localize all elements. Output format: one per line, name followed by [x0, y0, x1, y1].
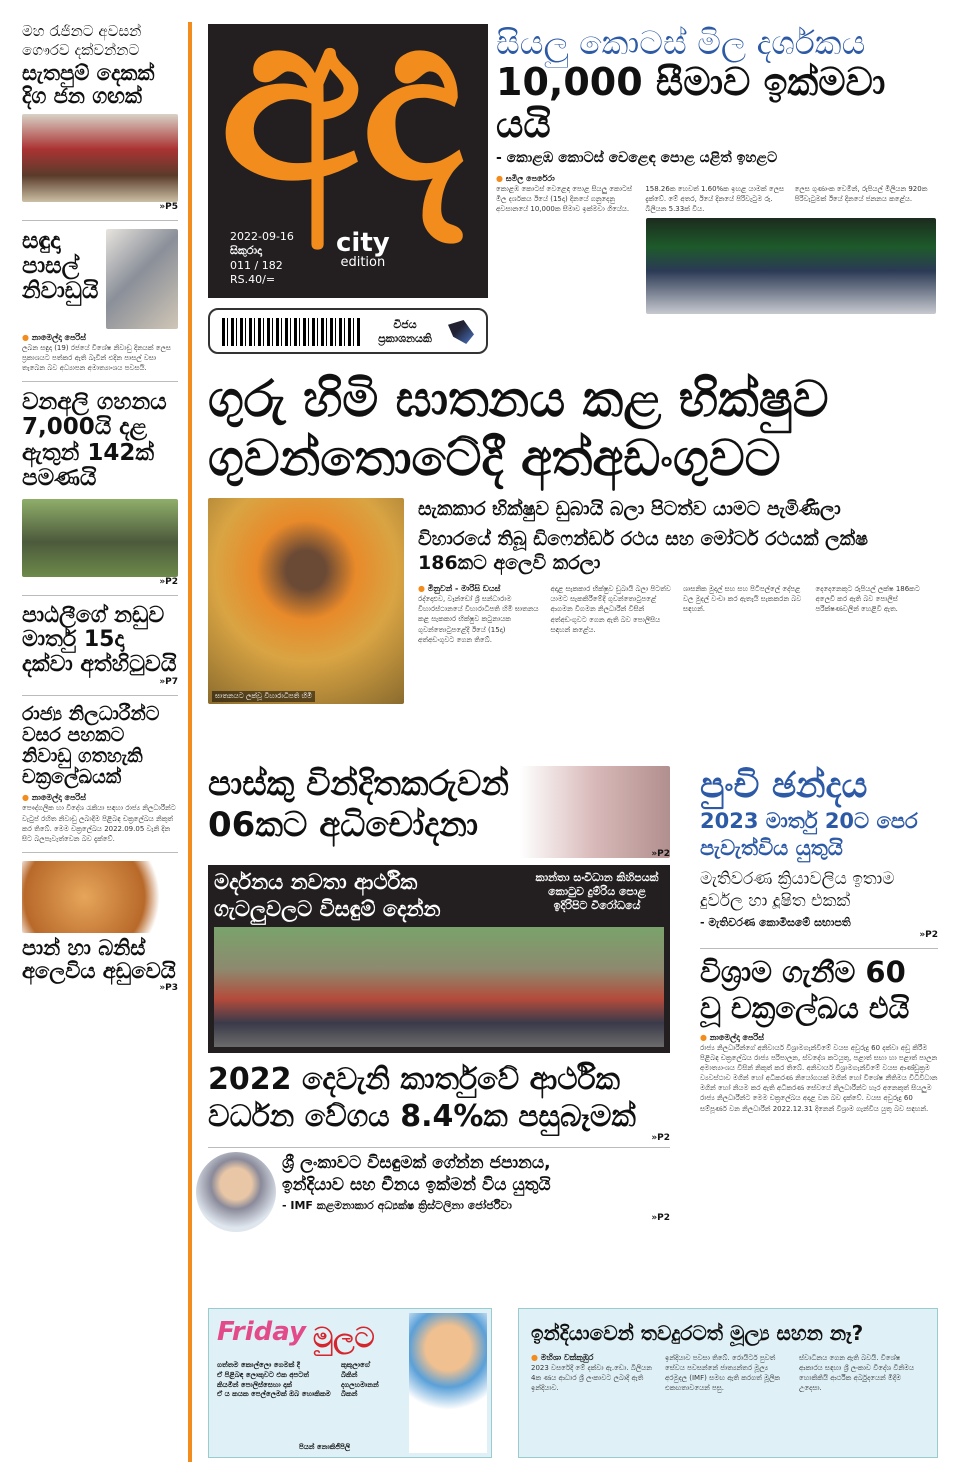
divider	[22, 695, 178, 696]
barcode	[222, 318, 362, 346]
top-story-body	[496, 184, 936, 214]
byline: ● නාමෙල්දා පෙරිස්	[22, 793, 178, 803]
story-title[interactable]: 2022 දෙවැනි කාර්තුවේ ආර්ථික	[208, 1061, 621, 1097]
stock-exchange-photo	[646, 218, 936, 314]
divider	[700, 948, 938, 949]
story-title[interactable]: පාස්කු වින්දිතකරුවන්	[208, 764, 509, 804]
story-title[interactable]: සැතපුම් දෙකක් දිග ජන ගඟක්	[22, 60, 155, 108]
story-title[interactable]: ශ්‍රී ලංකාවට විසඳුමක් ගේන්න ජපානය,	[282, 1152, 551, 1173]
edition-city: city	[336, 228, 390, 258]
byline: ● මහිශා වක්කුඹුර	[531, 1353, 657, 1363]
story-body: පෞද්ගලික හා විදේශ රැකියා සඳහා රාජ්‍ය නිලධාරීන්ට වැටුප් රහිත නිවාඩු ලබාදීම පිළිබඳ චක්‍රලේඛය නිකුත් කර තිබේ. මෙම චක්‍රලේඛය 2022.09.05 වැනි දින සිට බලපැවැත්වෙන බව දැක්වේ.	[22, 804, 176, 843]
lead-story	[208, 372, 938, 704]
page-ref[interactable]: »P3	[159, 983, 178, 994]
protest-box	[208, 865, 670, 1053]
story-body: ශාසනික මුදල් සහ සහ පිටිපල්ලේ දේපළ වල මුදල් වංචා කර ඇතැයි සැකකරන බව සඳහන්.	[683, 585, 802, 614]
friday-brand: Friday	[217, 1317, 306, 1347]
story-title[interactable]: රාජ්‍ය නිලධාරීන්ට වසර පහකට නිවාඩු ගතහැකි චක්‍රලේඛයක්	[22, 702, 160, 788]
story-title[interactable]: සඳුදා පාසල් නිවාඩුයි	[22, 227, 99, 305]
friday-mulata-box	[208, 1308, 492, 1458]
story-title[interactable]: විශ්‍රාම ගැනීම 60	[700, 954, 906, 989]
lead-body	[418, 584, 938, 645]
story-subtitle: - කොළඹ කොටස් වෙළෙඳ පොළ යළිත් ඉහළට	[496, 149, 778, 166]
story-title[interactable]: ඉන්දියාව සහ චීනය ඉක්මන් විය යුතුයි	[282, 1175, 551, 1196]
publisher-label: විජය ප්‍රකාශනයකි	[378, 318, 432, 345]
issue-date: 2022-09-16	[230, 230, 294, 243]
story-title[interactable]: ගැටලුවලට විසඳුම් දෙන්න	[214, 896, 441, 921]
divider	[22, 595, 178, 596]
story-body: දෙදෙනෙකුට රුපියල් ලක්ෂ 186කට අලෙවි කර ඇති බව පොලිස් පරීක්ෂණවලින් හෙළිවී ඇත.	[815, 585, 920, 614]
verse-line: බිකන්	[341, 1390, 358, 1399]
story-body: 2023 වසරේදී මේ දක්වා ඇ.ඩො. බිලියන 4ක ණය ආධාර ශ්‍රී ලංකාවට ලබාදී ඇති ඉන්දියාව.	[531, 1364, 652, 1393]
bread-photo	[22, 861, 178, 933]
top-story	[496, 24, 936, 314]
story-body: ඉන්දියාව පවසා තිබේ. රොයිටර් පුවත් සේවය පවසන්නේ ජාත්‍යන්තර මූල්‍ය අරමුදල (IMF) සමඟ ඇති කරගත් මූලික එකඟතාවයෙන් පසු.	[665, 1354, 781, 1393]
lead-headline-line1[interactable]: ගුරු හිමි ඝාතනය කළ භික්ෂුව	[208, 370, 829, 428]
byline: ● නාමෙල්දා පෙරිස්	[700, 1033, 938, 1043]
story-title[interactable]: වර්ධන වේගය 8.4%ක පසුබෑමක්	[208, 1098, 636, 1134]
divider	[22, 852, 178, 853]
right-column	[700, 766, 938, 1114]
queen-funeral-photo	[22, 114, 178, 202]
publisher-logo-icon	[448, 320, 474, 344]
story-title[interactable]: පාඨලීගේ නඩුව මාර්තු 15දා දක්වා අත්හිටුවයි	[22, 603, 177, 677]
photo-caption: ඝාතනයට ලක්වූ විහාරාධිපති හිමි	[212, 691, 315, 702]
issue-info	[230, 230, 294, 287]
verse-line: ගත්තම කොල්ලො ගෙමක් දී	[217, 1361, 300, 1369]
story-kicker: මහ රැජිනට අවසන් ගෞරව දක්වන්නට	[22, 22, 142, 59]
quote-source: - මැතිවරණ කොමිසමේ සභාපති	[700, 915, 851, 929]
page-ref[interactable]: »P2	[159, 577, 178, 588]
monk-photo	[208, 498, 404, 704]
story-quote: මැතිවරණ ක්‍රියාවලිය ඉතාම දුර්වල හා දූෂිත එකක්	[700, 868, 895, 911]
left-column	[22, 22, 178, 993]
column-divider	[188, 22, 192, 1462]
india-story-box	[518, 1308, 938, 1458]
story-deck: පැවැත්විය යුතුයි	[700, 835, 843, 860]
divider	[22, 381, 178, 382]
protest-photo	[214, 927, 664, 1047]
page-ref[interactable]: »P2	[651, 848, 670, 859]
divider	[208, 1147, 670, 1148]
middle-column	[208, 766, 670, 1232]
page-ref[interactable]: »P2	[919, 929, 938, 940]
lead-headline-line2[interactable]: ගුවන්තොටේදී අත්අඩංගුවට	[208, 429, 781, 487]
page-ref[interactable]: »P2	[651, 1132, 670, 1143]
school-children-photo	[106, 229, 178, 329]
story-body: ලෙස ගුණාංක වෙමින්, රුපියල් මිලියන 920ක පිරිවැටුමක් ඊයේ දිනයේ ජනනය කළේය.	[794, 184, 928, 203]
story-body: ලබන සඳුදා (19) රජයේ විශේෂ නිවාඩු දිනයක් ලෙස ප්‍රකාශයට පත්කර ඇති බැවින් එදින පාසල් වසා තැබෙන බව අධ්‍යාපන අමාත්‍යාංශය පවසයි.	[22, 343, 171, 372]
story-title[interactable]: ඉන්දියාවෙන් තවදුරටත් මූල්‍ය සහන නෑ?	[531, 1321, 864, 1345]
story-kicker: සියලු කොටස් මිල දර්ශකය	[496, 23, 866, 62]
verse-line: කියමින් පොලිස්සෙහා දාක්	[217, 1380, 292, 1389]
issue-day: සිකුරාදා	[230, 244, 262, 258]
verse-line: ඒ පිළිබඳ ලොකුවට එක අපටත්	[217, 1370, 309, 1379]
page-ref[interactable]: »P2	[651, 1213, 670, 1224]
story-deck: 2023 මාර්තු 20ට පෙර	[700, 808, 918, 833]
barcode-box	[208, 308, 488, 354]
story-title[interactable]: වූ චක්‍රලේඛය එයි	[700, 990, 910, 1025]
story-body: අදාළ සැකකාර භික්ෂුව ඩුබායි බලා පිටත්ව යාමට සැකකිරීමේදී ගුවන්තොටුපළේ ආගමන විගමන නිලධාරීන් විසින් අත්අඩංගුවට ගෙන ඇති බව පොලිසිය සඳහන් කළේය.	[550, 585, 671, 634]
byline: ● නාමෙල්දා පෙරිස්	[22, 333, 178, 343]
friday-title: මුලට	[313, 1321, 375, 1354]
church-photo	[520, 766, 670, 858]
georgieva-photo	[196, 1152, 276, 1232]
issue-price: RS.40/=	[230, 272, 276, 286]
page-ref[interactable]: »P5	[159, 201, 178, 212]
page-ref[interactable]: »P7	[159, 676, 178, 687]
byline: ● මිනුවන් - මාරිසි ඩයස්	[418, 584, 541, 594]
cartoon-illustration	[409, 1313, 487, 1453]
byline: ● සමිල පෙරේරා	[496, 174, 936, 184]
verse-line: දගලහමානන්	[341, 1380, 379, 1389]
edition-label: edition	[340, 255, 386, 270]
story-title[interactable]: පුංචි ඡන්දය	[700, 765, 868, 806]
story-title[interactable]: 06කට අධිචෝදනා	[208, 805, 479, 846]
story-body: 158.26ක හෙවත් 1.60%ක ඉහළ යාමක් ලෙස දැක්වේ. මේ අතර, ඊයේ දිනයේ පිරිවැටුම රු. බිලියන 5.33ක් විය.	[645, 184, 784, 213]
story-title[interactable]: මර්දනය නවතා ආර්ථික	[214, 869, 418, 894]
story-body: රාජ්‍ය නිලධාරීන්ගේ අනිවාර්ය විශ්‍රාමගැන්වීමේ වයස අවුරුදු 60 දක්වා අඩු කිරීම පිළිබඳ චක්‍රලේඛය රාජ්‍ය පරිපාලන, ස්වදේශ කටයුතු, පළාත් සභා හා පළාත් පාලන අමාත්‍යාංශය විසින් නිකුත් කර තිබේ. අනිවාර්ය විශ්‍රාමගැන්වීමේ වයස ආණ්ඩුක්‍රම ව්‍යවස්ථාව මගින් හෝ අධිකරණ නියෝගයක් මගින් හෝ විශේෂ නීතිමය විධිවිධාන මගින් හෝ නියම කර ඇති අධිකරණ සේවයේ නිලධාරීන්ට හැර අනෙකුත් සියලුම රාජ්‍ය නිලධාරීන්ට මෙම චක්‍රලේඛය අදාළ වන බව දැක්වේ. වයස අවුරුදු 60 සම්පූර්ණ වන නිලධාරීන් 2022.12.31 දිනෙන් විශ්‍රාම ගැන්විය යුතු බව සඳහන්.	[700, 1043, 938, 1113]
story-title[interactable]: වනඅලි ගහනය 7,000යි දළ ඇතුන් 142ක් පමණයි	[22, 389, 167, 491]
story-title[interactable]: පාන් හා බනිස් අලෙවිය අඩුවෙයි	[22, 935, 176, 984]
lead-deck: සැකකාර භික්ෂුව ඩුබායි බලා පිටත්ව යාමට පැමිණිලා	[418, 498, 841, 520]
protest-caption: කාන්තා සංවිධාන කිහිපයක් කොටුව දුම්රිය පොළ ඉදිරිපිට විරෝධයේ	[535, 870, 659, 913]
masthead-logo: අද	[220, 24, 464, 232]
story-body: ස්වාධීනය ගෙන ඇති බවයි. විශේෂ ආකාරය සඳහා ශ්‍රී ලංකාව විදේශ විනිමය හොකිකියි ආර්ථික අර්බුදයෙන් මිදීම උදෙසා.	[799, 1354, 915, 1393]
story-title[interactable]: 10,000 සීමාව ඉක්මවා යයි	[496, 59, 886, 146]
verse-line: බිකින්	[341, 1370, 358, 1379]
lead-deck: විහාරයේ තිබූ ඩිෆෙන්ඩර් රථය සහ මෝටර් රථයක් ලක්ෂ 186කට අලෙවි කරලා	[418, 527, 868, 575]
edition-badge	[336, 230, 390, 269]
story-subtitle: - IMF කළමනාකාර අධ්‍යක්ෂ ක්‍රිස්ටලිනා ජෝර්ජීවා	[282, 1199, 512, 1213]
issue-number: 011 / 182	[230, 258, 283, 272]
verse-line: කුකුලාගේ	[341, 1361, 370, 1369]
elephants-photo	[22, 499, 178, 577]
signature: පියන් නොකිජිපිලි	[299, 1443, 351, 1451]
verse-line: ඒ ය කයක පෙල්ලෙමක් ඔබ හොකිකම	[217, 1390, 331, 1399]
masthead	[208, 24, 488, 298]
divider	[22, 220, 178, 221]
story-body: කොළඹ කොටස් වෙළෙඳ පොළ සියලු කොටස් මිල දර්ශකය ඊයේ (15දා) දිනයේ ගනුදෙනු අවසානයේ 10,000ක සීමාව ඉක්මවා ගියේය.	[496, 184, 633, 213]
story-body: රද්දොළුව, වෑන්ඩෝ ශ්‍රී සන්ධාරාම විහාරස්ථානයේ විහාරාධිපති හිමි ඝාතනය කළ සැකකාර භික්ෂුව කටුනායක ගුවන්තොටුපළේදී ඊයේ (15දා) අත්අඩංගුවට ගෙන තිබේ.	[418, 595, 539, 644]
